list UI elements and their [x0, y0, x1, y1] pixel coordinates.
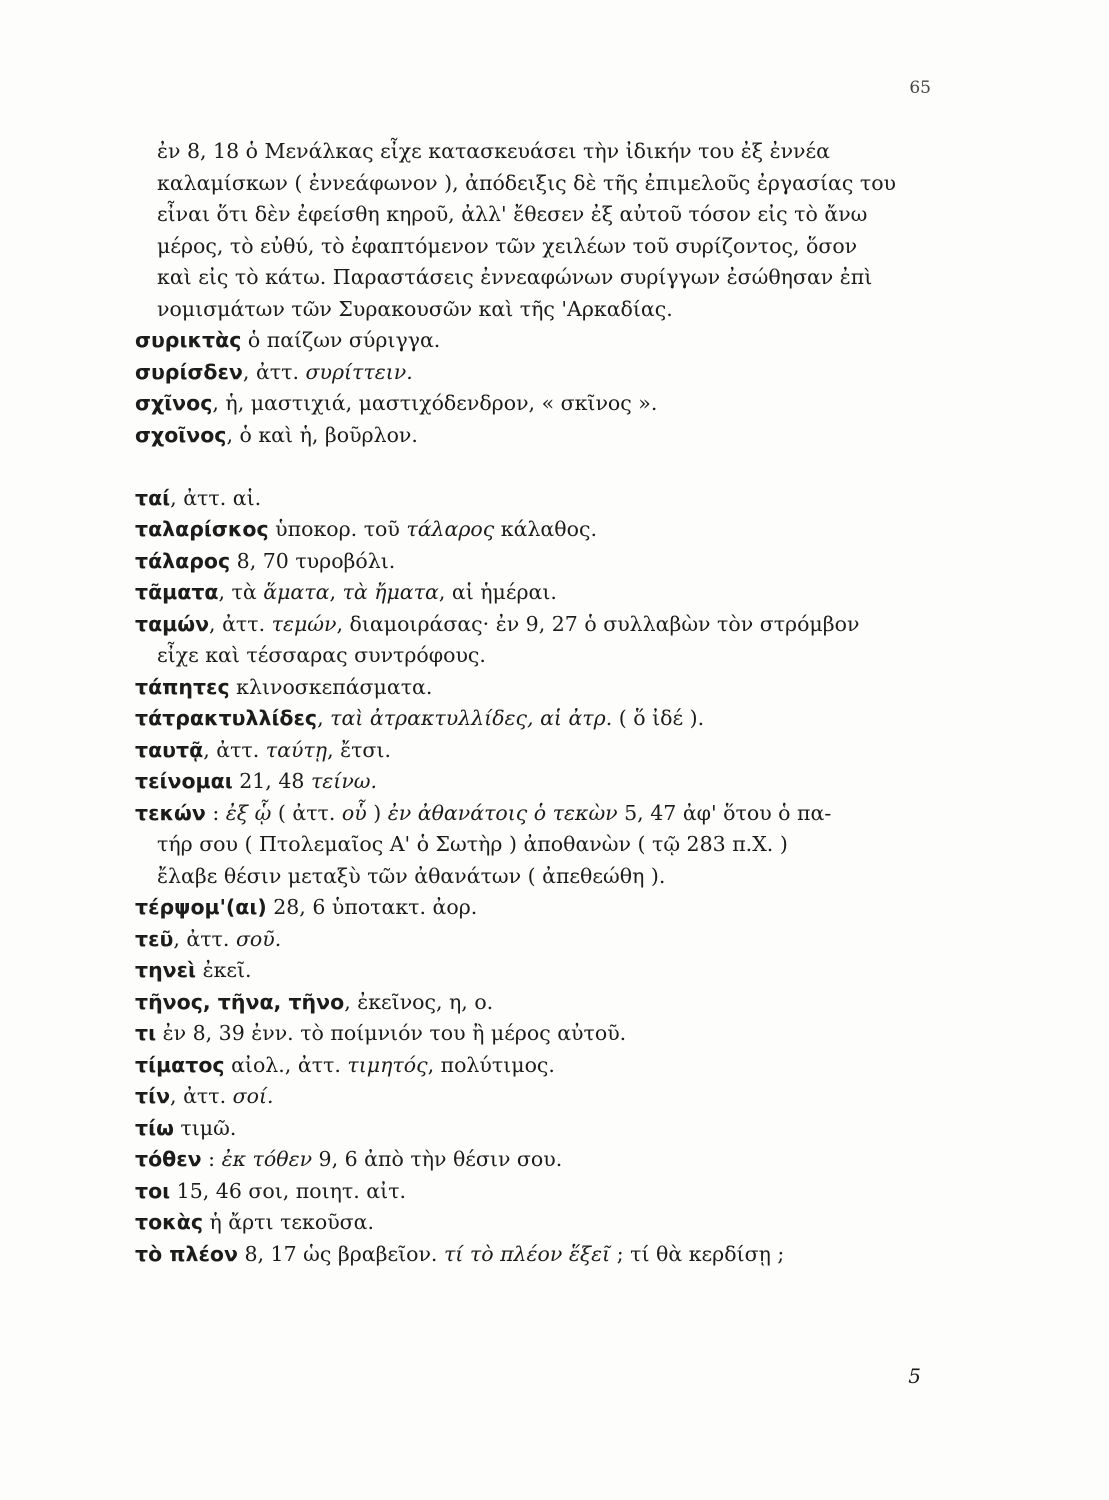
headword: σχοῖνος [135, 422, 227, 447]
gloss-italic: συρίττειν. [305, 359, 413, 384]
entry [135, 577, 935, 609]
gloss: , τὰ [218, 580, 264, 604]
gloss: , ὁ καὶ ἡ, βοῦρλον. [226, 422, 418, 447]
gloss: ( ὅ ἰδέ ). [612, 706, 705, 730]
gloss: , ἀττ. [170, 1084, 233, 1108]
gloss: , ἀττ. [242, 359, 306, 384]
entry [135, 546, 935, 578]
headword: τοι [135, 1178, 171, 1203]
entry [135, 1239, 935, 1271]
gloss: 9, 6 ἀπὸ τὴν θέσιν σου. [312, 1147, 563, 1171]
entry [135, 325, 935, 357]
gloss: 28, 6 ὑποτακτ. ἀορ. [266, 895, 478, 919]
page-number: 65 [909, 78, 931, 98]
headword: τᾶματα [135, 580, 219, 604]
gloss: : [205, 800, 226, 825]
headword: τάπητες [135, 674, 230, 699]
gloss-italic: τάλαρος [406, 517, 495, 541]
headword: ταμών [135, 611, 210, 636]
entry-continuation: τήρ σου ( Πτολεμαῖος Α' ὁ Σωτὴρ ) ἀποθανὼν ( τῷ 283 π.Χ. ) [157, 832, 788, 856]
headword: τίν [135, 1084, 171, 1108]
entry [135, 766, 935, 798]
entry [135, 609, 935, 641]
gloss: ὑποκορ. τοῦ [268, 517, 407, 541]
headword: τοκὰς [135, 1210, 203, 1234]
gloss-italic: τεμών [271, 611, 337, 636]
entry [135, 735, 935, 767]
headword: τάτρακτυλλίδες [135, 706, 318, 730]
gloss-italic: σοῦ. [235, 926, 282, 951]
gloss: , διαμοιράσας· ἐν 9, 27 ὁ συλλαβὼν τὸν στρόμβον [336, 611, 860, 636]
headword: τῆνος, τῆνα, τῆνο [135, 989, 345, 1014]
gloss: 21, 48 [232, 769, 311, 793]
headword: τίω [135, 1115, 174, 1140]
headword: τεκών [135, 800, 206, 825]
entry [135, 672, 935, 704]
headword: τέρψομ'(αι) [135, 895, 267, 919]
gloss: 8, 17 ὡς βραβεῖον. [237, 1241, 444, 1266]
entry [135, 1081, 935, 1113]
headword: τίματος [135, 1052, 225, 1077]
gloss: κάλαθος. [494, 517, 597, 541]
headword: συρικτὰς [135, 328, 242, 352]
headword: τόθεν [135, 1147, 202, 1171]
gloss-italic: ἐξ ᾧ [225, 800, 272, 825]
gloss-italic: τὰ ἤματα [342, 580, 439, 604]
gloss: , ἀττ. [173, 926, 236, 951]
entry [135, 514, 935, 546]
headword: τι [135, 1021, 157, 1045]
gloss: 5, 47 ἀφ' ὅτου ὁ πα- [617, 800, 832, 825]
gloss: , [317, 706, 331, 730]
headword: σχῖνος [135, 391, 213, 415]
gloss-italic: τί τὸ πλέον ἕξεῖ [443, 1241, 611, 1266]
intro-line: μέρος, τὸ εὐθύ, τὸ ἐφαπτόμενον τῶν χειλέων τοῦ συρίζοντος, ὅσον [157, 233, 858, 258]
gloss: , πολύτιμος. [427, 1052, 555, 1077]
gloss: κλινοσκεπάσματα. [229, 674, 433, 699]
gloss: ) [366, 800, 388, 825]
gloss: 8, 70 τυροβόλι. [230, 548, 396, 573]
headword: ταλαρίσκος [135, 517, 269, 541]
gloss: ἐν 8, 39 ἐνν. τὸ ποίμνιόν του ἢ μέρος αὐτοῦ. [156, 1021, 627, 1045]
gloss: , ἡ, μαστιχιά, μαστιχόδενδρον, « σκῖνος ». [212, 391, 658, 415]
intro-line: καὶ εἰς τὸ κάτω. Παραστάσεις ἐννεαφώνων συρίγγων ἐσώθησαν ἐπὶ [157, 265, 873, 289]
gloss-italic: ἐκ τόθεν [221, 1147, 313, 1171]
headword: τὸ πλέον [135, 1241, 238, 1266]
gloss: τιμῶ. [173, 1115, 237, 1140]
signature-mark: 5 [908, 1364, 921, 1388]
intro-line: καλαμίσκων ( ἐννεάφωνον ), ἀπόδειξις δὲ τῆς ἐπιμελοῦς ἐργασίας του [157, 170, 897, 195]
gloss-italic: ἐν ἀθανάτοις ὁ τεκὼν [387, 800, 618, 825]
gloss-italic: τείνω. [310, 769, 378, 793]
entry [135, 955, 935, 987]
entry [135, 1207, 935, 1239]
entry [135, 388, 935, 420]
entry [135, 987, 935, 1019]
headword: τάλαρος [135, 548, 231, 573]
gloss: : [201, 1147, 222, 1171]
gloss: , ἐκεῖνος, η, ο. [344, 989, 494, 1014]
gloss: αἰολ., ἀττ. [224, 1052, 348, 1077]
gloss-italic: οὗ [341, 800, 367, 825]
headword: συρίσδεν [135, 359, 243, 384]
gloss-italic: ἅματα [263, 580, 330, 604]
entry-continuation: ἔλαβε θέσιν μεταξὺ τῶν ἀθανάτων ( ἀπεθεώθη ). [157, 863, 666, 888]
gloss-italic: ταύτῃ [265, 737, 328, 762]
entry [135, 1176, 935, 1208]
entry [135, 1050, 935, 1082]
entry [135, 924, 935, 956]
entry [135, 483, 935, 515]
intro-line: νομισμάτων τῶν Συρακουσῶν καὶ τῆς 'Αρκαδίας. [157, 296, 673, 321]
entry-continuation: εἶχε καὶ τέσσαρας συντρόφους. [157, 643, 486, 667]
entry [135, 420, 935, 452]
gloss: 15, 46 σοι, ποιητ. αἰτ. [170, 1178, 407, 1203]
headword: ταυτᾷ [135, 737, 204, 762]
entry [135, 798, 935, 830]
intro-line: εἶναι ὅτι δὲν ἐφείσθη κηροῦ, ἀλλ' ἔθεσεν ἐξ αὐτοῦ τόσον εἰς τὸ ἄνω [157, 202, 868, 226]
gloss: , ἀττ. [209, 611, 272, 636]
gloss: ; τί θὰ κερδίσῃ ; [610, 1241, 785, 1266]
gloss-italic: ταὶ ἀτρακτυλλίδες, αἱ ἀτρ. [330, 706, 613, 730]
entry [135, 357, 935, 389]
entry [135, 1113, 935, 1145]
entry [135, 703, 935, 735]
intro-line: ἐν 8, 18 ὁ Μενάλκας εἶχε κατασκευάσει τὴν ἰδικήν του ἐξ ἐννέα [157, 139, 830, 163]
entry [135, 892, 935, 924]
entry [135, 1144, 935, 1176]
gloss-italic: σοί. [232, 1084, 274, 1108]
headword: τηνεὶ [135, 958, 197, 982]
gloss: , αἱ ἡμέραι. [438, 580, 557, 604]
glossary-text [135, 136, 935, 1270]
headword: τεῦ [135, 926, 174, 951]
gloss-italic: τιμητός [347, 1052, 428, 1077]
gloss: , ἀττ. αἱ. [170, 485, 262, 510]
gloss: ὁ παίζων σύριγγα. [241, 328, 441, 352]
gloss: , ἀττ. [203, 737, 266, 762]
section-gap [135, 451, 935, 483]
gloss: ἡ ἄρτι τεκοῦσα. [202, 1210, 375, 1234]
gloss: , ἔτσι. [327, 737, 391, 762]
headword: τείνομαι [135, 769, 233, 793]
headword: ταί [135, 485, 171, 510]
entry [135, 1018, 935, 1050]
gloss: ( ἀττ. [271, 800, 342, 825]
gloss: ἐκεῖ. [196, 958, 252, 982]
gloss: , [329, 580, 343, 604]
